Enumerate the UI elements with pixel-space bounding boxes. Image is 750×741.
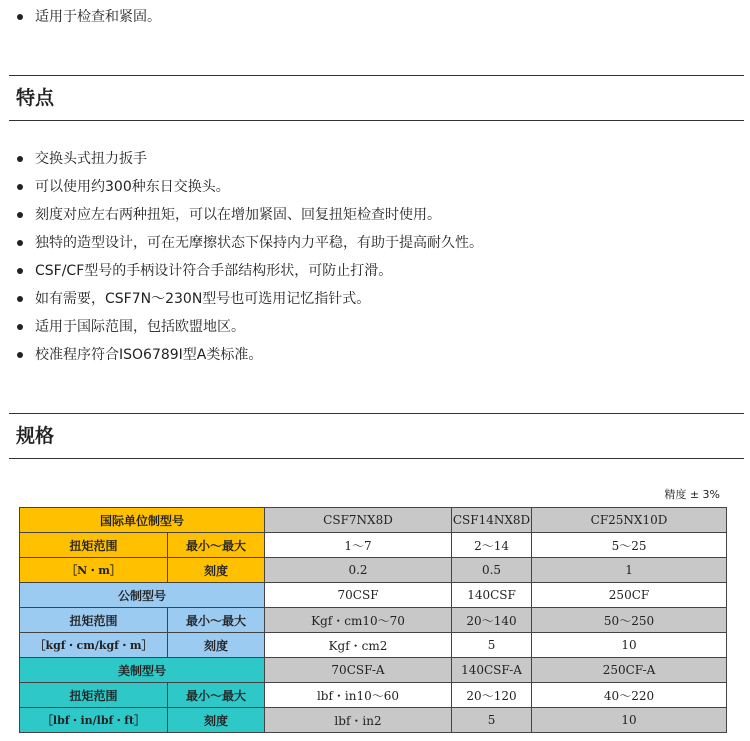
section-title: 特点 [16, 87, 55, 109]
table-cell: CF25NX10D [532, 508, 727, 533]
table-cell: Kgf・cm10～70 [265, 608, 452, 633]
table-cell: 50～250 [532, 608, 727, 633]
torque-range-label: 扭矩范围 [20, 608, 168, 633]
list-item: 独特的造型设计，可在无摩擦状态下保持内力平稳，有助于提高耐久性。 [0, 233, 750, 261]
table-cell: 140CSF [452, 583, 532, 608]
si-model-label: 国际单位制型号 [20, 508, 265, 533]
list-item: 校准程序符合ISO6789I型A类标准。 [0, 345, 750, 373]
scale-label: 刻度 [168, 558, 265, 583]
table-cell: 0.2 [265, 558, 452, 583]
table-row [20, 583, 727, 608]
table-row [20, 608, 727, 633]
list-item: CSF/CF型号的手柄设计符合手部结构形状，可防止打滑。 [0, 261, 750, 289]
list-item: 刻度对应左右两种扭矩，可以在增加紧固、回复扭矩检查时使用。 [0, 205, 750, 233]
table-cell: 5 [452, 633, 532, 658]
table-cell: CSF7NX8D [265, 508, 452, 533]
minmax-label: 最小～最大 [168, 608, 265, 633]
table-row [20, 558, 727, 583]
metric-model-label: 公制型号 [20, 583, 265, 608]
table-row [20, 633, 727, 658]
features-list [0, 149, 750, 373]
table-cell: CSF14NX8D [452, 508, 532, 533]
table-cell: 5～25 [532, 533, 727, 558]
table-cell: 0.5 [452, 558, 532, 583]
table-row [20, 533, 727, 558]
scale-label: 刻度 [168, 633, 265, 658]
table-row [20, 708, 727, 733]
features-section-header [9, 75, 744, 121]
list-item: 适用于检查和紧固。 [0, 7, 750, 35]
intro-bullet-list [0, 7, 750, 35]
table-row [20, 683, 727, 708]
table-cell: 70CSF-A [265, 658, 452, 683]
table-cell: Kgf・cm2 [265, 633, 452, 658]
table-cell: lbf・in10～60 [265, 683, 452, 708]
minmax-label: 最小～最大 [168, 683, 265, 708]
minmax-label: 最小～最大 [168, 533, 265, 558]
scale-label: 刻度 [168, 708, 265, 733]
table-cell: 10 [532, 633, 727, 658]
table-cell: 250CF-A [532, 658, 727, 683]
table-cell: 20～120 [452, 683, 532, 708]
us-model-label: 美制型号 [20, 658, 265, 683]
spec-table [19, 507, 727, 733]
list-item: 交换头式扭力扳手 [0, 149, 750, 177]
torque-range-label: 扭矩范围 [20, 533, 168, 558]
table-row [20, 658, 727, 683]
table-cell: 140CSF-A [452, 658, 532, 683]
table-cell: 1 [532, 558, 727, 583]
list-item: 适用于国际范围，包括欧盟地区。 [0, 317, 750, 345]
table-row [20, 508, 727, 533]
table-cell: 40～220 [532, 683, 727, 708]
torque-range-label: 扭矩范围 [20, 683, 168, 708]
list-item: 可以使用约300种东日交换头。 [0, 177, 750, 205]
section-title: 规格 [16, 425, 55, 447]
table-cell: 5 [452, 708, 532, 733]
spec-section-header [9, 413, 744, 459]
table-cell: 70CSF [265, 583, 452, 608]
table-cell: 250CF [532, 583, 727, 608]
table-cell: 1～7 [265, 533, 452, 558]
table-cell: 2～14 [452, 533, 532, 558]
precision-note: 精度 ± 3% [664, 488, 720, 501]
unit-label: ［kgf・cm/kgf・m］ [20, 633, 168, 658]
unit-label: ［N・m］ [20, 558, 168, 583]
table-cell: 10 [532, 708, 727, 733]
table-cell: 20～140 [452, 608, 532, 633]
table-cell: lbf・in2 [265, 708, 452, 733]
unit-label: ［lbf・in/lbf・ft］ [20, 708, 168, 733]
list-item: 如有需要，CSF7N～230N型号也可选用记忆指针式。 [0, 289, 750, 317]
